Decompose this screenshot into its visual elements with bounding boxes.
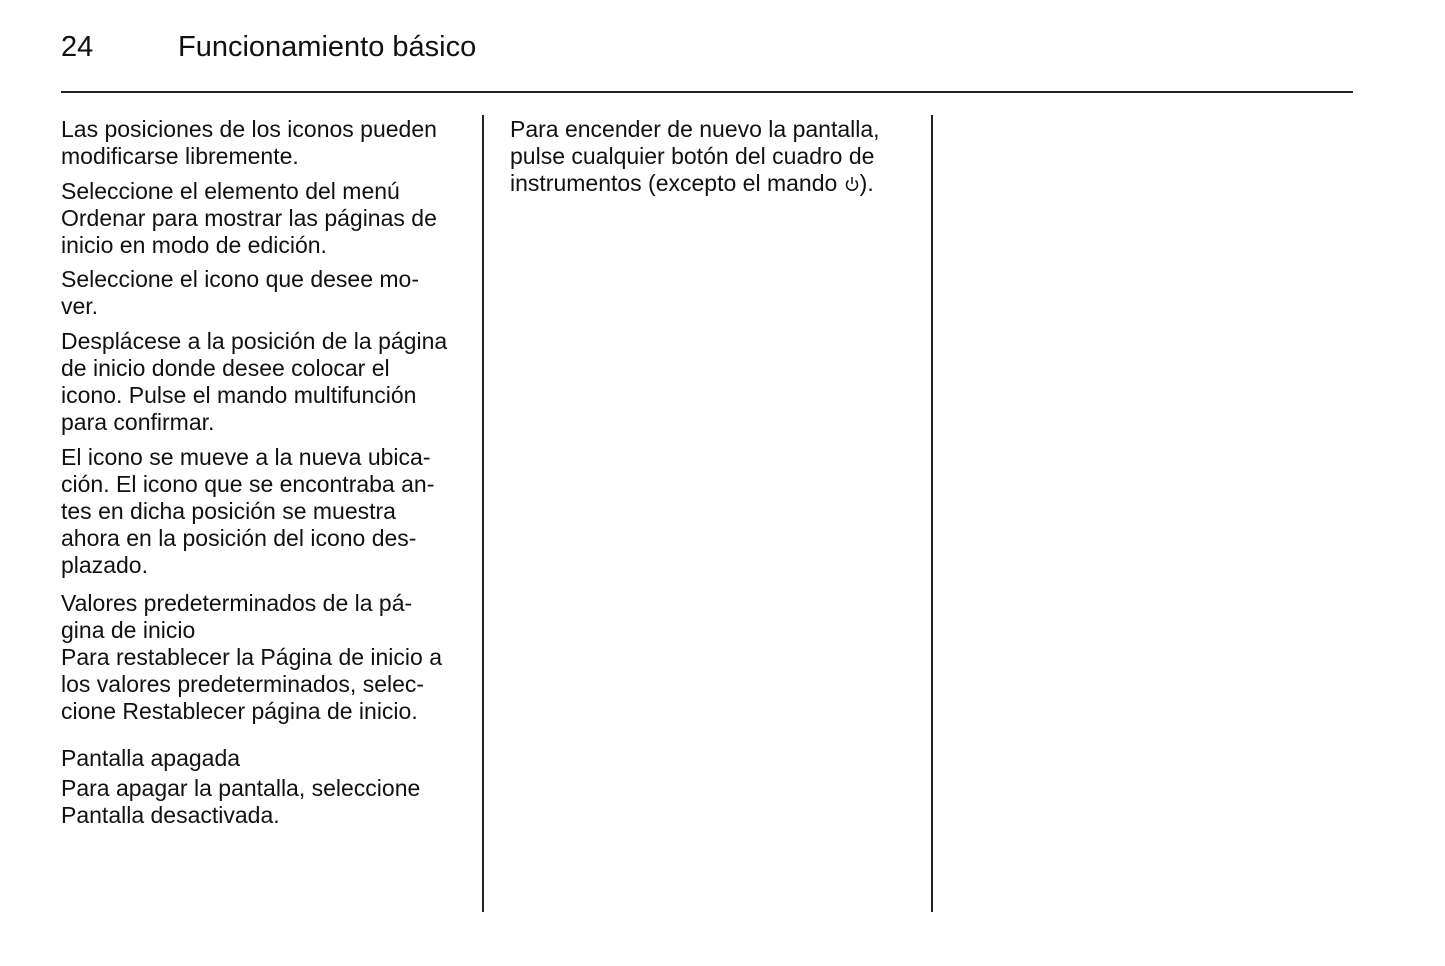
text-line: Desplácese a la posición de la página (61, 328, 448, 354)
text-line: ción. El icono que se encontraba an- (61, 471, 435, 497)
section-heading: Pantalla apagada (61, 745, 241, 771)
text-line: Ordenar para mostrar las páginas de (61, 205, 437, 231)
text-line: inicio en modo de edición. (61, 232, 327, 258)
subheading-line: Valores predeterminados de la pá- (61, 590, 413, 616)
text-line: ver. (61, 293, 99, 319)
text-line: icono. Pulse el mando multifunción (61, 382, 417, 408)
text-line: Para encender de nuevo la pantalla, (510, 116, 880, 142)
paragraph (61, 266, 419, 320)
text-line: cione Restablecer página de inicio. (61, 698, 418, 724)
subheading-line: gina de inicio (61, 617, 196, 643)
paragraph (61, 775, 420, 829)
paragraph (61, 178, 437, 259)
text-line: Para restablecer la Página de inicio a (61, 644, 443, 670)
text-line: Seleccione el icono que desee mo- (61, 266, 420, 292)
text-line: tes en dicha posición se muestra (61, 498, 396, 524)
paragraph (510, 116, 880, 197)
text-line: El icono se mueve a la nueva ubica- (61, 444, 431, 470)
text-line: pulse cualquier botón del cuadro de (510, 143, 875, 169)
text-line: para confirmar. (61, 409, 215, 435)
text-line: ahora en la posición del icono des- (61, 525, 417, 551)
header-rule (61, 91, 1353, 93)
text-line: plazado. (61, 552, 148, 578)
paragraph (61, 444, 434, 579)
power-icon (844, 170, 860, 196)
paragraph (61, 590, 442, 725)
paragraph (61, 116, 437, 170)
text-line: Las posiciones de los iconos pueden (61, 116, 437, 142)
text-line: Para apagar la pantalla, seleccione (61, 775, 421, 801)
text-line: Pantalla desactivada. (61, 802, 280, 828)
column-divider (931, 115, 933, 912)
text-line: modificarse libremente. (61, 143, 299, 169)
page-title: Funcionamiento básico (178, 31, 477, 63)
text-line (510, 170, 880, 197)
text-line: los valores predeterminados, selec- (61, 671, 425, 697)
column-divider (482, 115, 484, 912)
page-number: 24 (61, 31, 94, 63)
text-line: de inicio donde desee colocar el (61, 355, 390, 381)
text-line: Seleccione el elemento del menú (61, 178, 400, 204)
text-fragment: ). (859, 170, 874, 196)
text-fragment: instrumentos (excepto el mando (510, 170, 844, 196)
paragraph (61, 328, 447, 436)
